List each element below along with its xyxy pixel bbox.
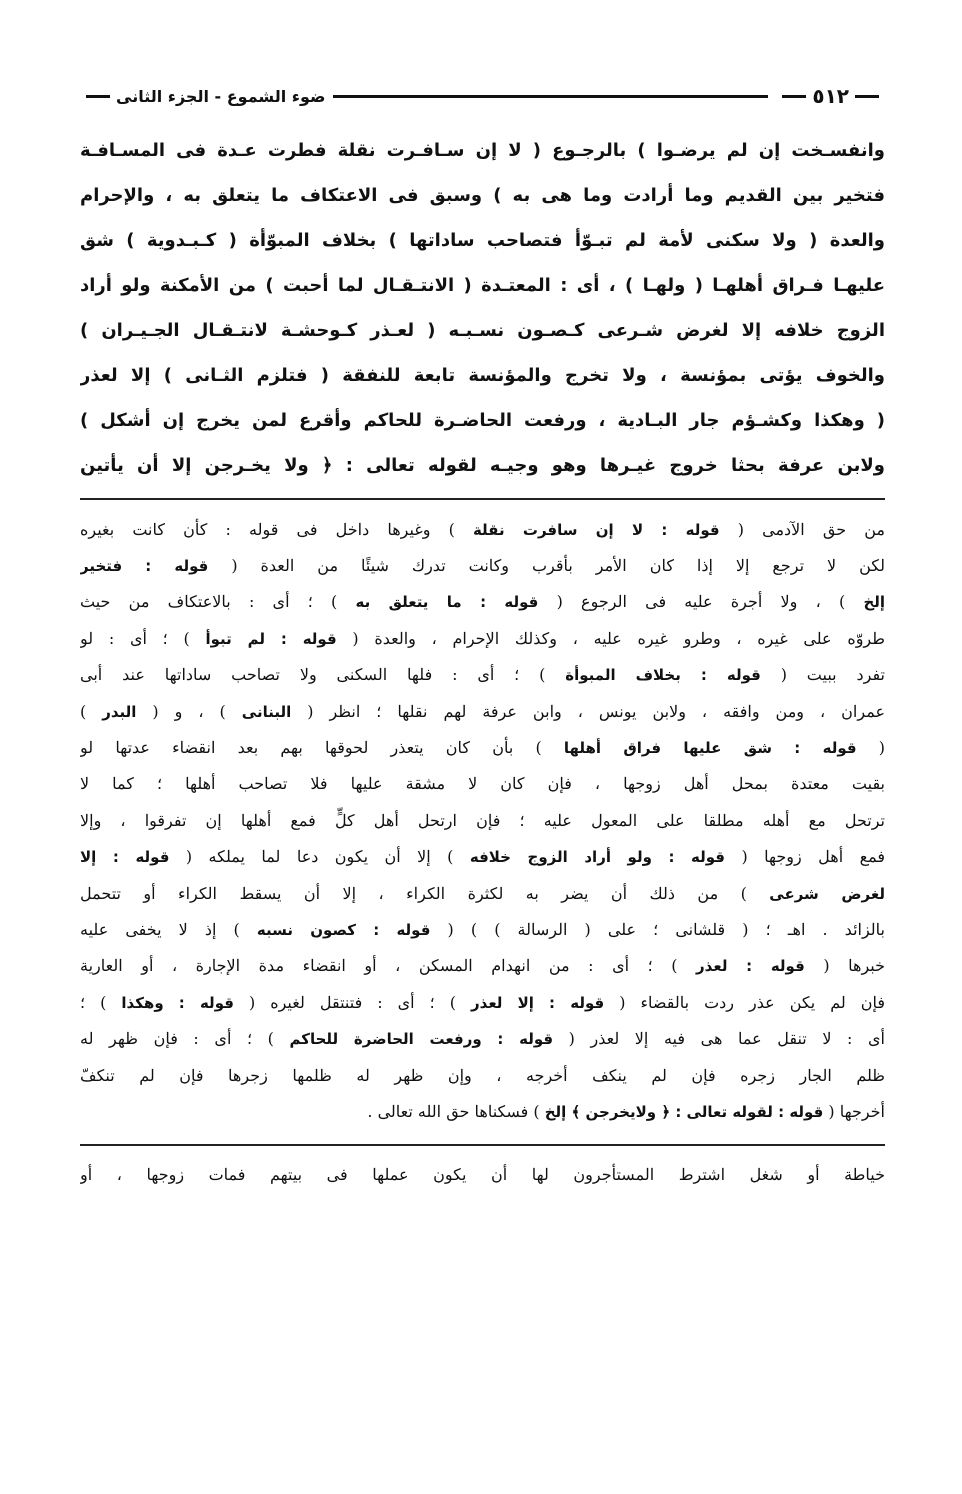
commentary-line bbox=[80, 1021, 885, 1057]
main-text bbox=[80, 128, 885, 488]
commentary-text: ) ؛ أى : لو bbox=[80, 628, 206, 648]
commentary-text: ) ؛ أى : فإن ظهر له bbox=[80, 1029, 290, 1049]
header-dash bbox=[782, 95, 806, 98]
commentary-line bbox=[80, 694, 885, 730]
commentary-line bbox=[80, 912, 885, 948]
commentary-bold-phrase: قوله : لم تبوأ bbox=[205, 629, 337, 648]
commentary-text: ) ، و ( bbox=[136, 701, 242, 721]
commentary-text: ) إلا أن يكون دعا لما يملكه ( bbox=[169, 847, 470, 867]
commentary-text: عمران ، ومن وافقه ، ولابن يونس ، وابن عرفة لهم نقلها ؛ انظر ( bbox=[291, 701, 885, 721]
footnote-line: خياطة أو شغل اشترط المستأجرون لها أن يكون عملها فى بيتهم فمات زوجها ، أو bbox=[80, 1164, 885, 1184]
commentary-line bbox=[80, 948, 885, 984]
commentary-bold-phrase: قوله : ما يتعلق به bbox=[355, 593, 539, 612]
commentary-text: ظلم الجار زجره فإن لم ينكف أخرجه ، وإن ظهر له ظلمها زجرها فإن لم تنكفّ bbox=[80, 1065, 885, 1085]
commentary-text: فإن لم يكن عذر ردت بالقضاء ( bbox=[604, 992, 885, 1012]
commentary-text: أخرجها ( bbox=[823, 1102, 885, 1121]
main-text-line: فتخير بين القديم وما أرادت وما هى به ) وسبق فى الاعتكاف ما يتعلق به ، والإحرام bbox=[80, 185, 885, 206]
commentary-line bbox=[80, 1058, 885, 1094]
footnote bbox=[80, 1160, 885, 1190]
commentary-bold-phrase: قوله : لعذر bbox=[696, 957, 805, 976]
main-text-line: عليهـا فـراق أهلهـا ( ولهـا ) ، أى : المعتـدة ( الانتـقـال لما أحبت ) من الأمكنة ولو أراد bbox=[80, 275, 885, 296]
commentary-line bbox=[80, 621, 885, 657]
commentary-text: ) فسكناها حق الله تعالى . bbox=[367, 1102, 545, 1121]
commentary-line bbox=[80, 512, 885, 548]
main-text-line: والخوف يؤتى بمؤنسة ، ولا تخرج والمؤنسة تابعة للنفقة ( فتلزم الثـانى ) إلا لعذر bbox=[80, 365, 885, 386]
main-text-line: الزوج خلافه إلا لغرض شـرعى كـصـون نسـبـه ( لعـذر كـوحشـة لانتـقـال الجـيـران ) bbox=[80, 320, 885, 341]
commentary-bold-phrase: قوله : وهكذا bbox=[121, 993, 234, 1012]
running-title: ضوء الشموع - الجزء الثانى bbox=[116, 86, 326, 106]
section-divider bbox=[80, 498, 885, 500]
commentary-line bbox=[80, 803, 885, 839]
commentary-line bbox=[80, 1094, 885, 1130]
commentary bbox=[80, 512, 885, 1131]
commentary-bold-phrase: قوله : لا إن سافرت نقلة bbox=[472, 520, 720, 539]
main-text-line: ولابن عرفة بحثا خروج غيـرها وهو وجيـه لقوله تعالى : ﴿ ولا يخـرجن إلا أن يأتين bbox=[80, 455, 885, 476]
commentary-text: ) وغيرها داخل فى قوله : كأن كانت بغيره bbox=[80, 519, 473, 539]
main-text-line: وانفسـخت إن لم يرضـوا ) بالرجـوع ( لا إن سـافـرت نقلة فطرت عـدة فى المسـافـة bbox=[80, 140, 885, 161]
commentary-text: ) ؛ أى : فلها السكنى ولا تصاحب ساداتها عند أبى bbox=[80, 665, 566, 685]
commentary-bold-phrase: قوله : ولو أراد الزوج خلافه bbox=[469, 848, 726, 867]
commentary-text: من حق الآدمى ( bbox=[719, 519, 885, 539]
commentary-bold-phrase: قوله : شق عليها فراق أهلها bbox=[563, 738, 857, 757]
commentary-text: تفرد ببيت ( bbox=[760, 665, 885, 685]
commentary-bold-phrase: إلخ bbox=[863, 593, 885, 612]
commentary-text: ) ؛ أى : فتنتقل لغيره ( bbox=[233, 992, 472, 1012]
commentary-text: بقيت معتدة بمحل أهل زوجها ، فإن كان لا مشقة عليها فلا تصاحب أهلها ؛ كما لا bbox=[80, 774, 885, 794]
commentary-text: ) بأن كان يتعذر لحوقها بهم بعد انقضاء عدتها لو bbox=[80, 737, 564, 757]
commentary-bold-phrase: قوله : فتخير bbox=[80, 556, 209, 575]
commentary-text: ترتحل مع أهله مطلقا على المعول عليه ؛ فإن ارتحل أهل كلٍّ فمع أهلها إن تفرقوا ، وإلا bbox=[80, 810, 885, 830]
commentary-text: ) إذ لا يخفى عليه bbox=[80, 919, 257, 939]
commentary-text: ) ؛ أى : بالاعتكاف من حيث bbox=[80, 592, 356, 612]
footnote-divider bbox=[80, 1144, 885, 1146]
commentary-line bbox=[80, 766, 885, 802]
main-text-line: والعدة ( ولا سكنى لأمة لم تبـوّأ فتصاحب ساداتها ) بخلاف المبوّأة ( كـبـدوية ) شق bbox=[80, 230, 885, 251]
commentary-bold-phrase: البنانى bbox=[241, 702, 292, 721]
commentary-text: لكن لا ترجع إلا إذا كان الأمر بأقرب وكانت تدرك شيئًا من العدة ( bbox=[208, 555, 885, 575]
commentary-text: طروّه على غيره ، وطرو غيره عليه ، وكذلك الإحرام ، والعدة ( bbox=[336, 628, 885, 648]
commentary-line bbox=[80, 657, 885, 693]
commentary-bold-phrase: قوله : إلا bbox=[80, 848, 170, 867]
commentary-text: ) ، ولا أجرة عليه فى الرجوع ( bbox=[538, 592, 864, 612]
commentary-bold-phrase: قوله : بخلاف المبوأة bbox=[565, 666, 761, 685]
commentary-bold-phrase: قوله : ورفعت الحاضرة للحاكم bbox=[289, 1030, 554, 1049]
commentary-text: ) ؛ bbox=[80, 992, 122, 1012]
commentary-line bbox=[80, 839, 885, 875]
commentary-text: ) ؛ أى : من انهدام المسكن ، أو انقضاء مدة الإجارة ، أو العارية bbox=[80, 956, 697, 976]
commentary-line bbox=[80, 584, 885, 620]
commentary-text: فمع أهل زوجها ( bbox=[725, 847, 885, 867]
commentary-text: ) من ذلك أن يضر به لكثرة الكراء ، إلا أن يسقط الكراء أو تتحمل bbox=[80, 883, 770, 903]
commentary-bold-phrase: قوله : لقوله تعالى : ﴿ ولايخرجن ﴾ إلخ bbox=[544, 1103, 824, 1121]
commentary-line bbox=[80, 548, 885, 584]
header-dash bbox=[855, 95, 879, 98]
commentary-text: خبرها ( bbox=[804, 956, 885, 976]
running-header bbox=[80, 70, 885, 122]
book-page bbox=[80, 70, 885, 1190]
page-number: ٥١٢ bbox=[812, 84, 849, 108]
commentary-bold-phrase: قوله : كصون نسبه bbox=[256, 920, 431, 939]
commentary-line bbox=[80, 876, 885, 912]
commentary-bold-phrase: البدر bbox=[102, 702, 137, 721]
main-text-line: ( وهكذا وكشـؤم جار البـادية ، ورفعت الحاضـرة للحاكم وأقرع لمن يخرج إن أشكل ) bbox=[80, 410, 885, 431]
commentary-text: ) bbox=[80, 701, 103, 721]
commentary-line bbox=[80, 985, 885, 1021]
commentary-text: ( bbox=[856, 737, 885, 757]
commentary-bold-phrase: لغرض شرعى bbox=[769, 884, 885, 903]
header-rule bbox=[333, 95, 768, 98]
header-dash bbox=[86, 95, 110, 98]
commentary-bold-phrase: قوله : إلا لعذر bbox=[471, 993, 605, 1012]
commentary-text: بالزائد . اهـ ؛ ( قلشانى ؛ على ( الرسالة ) ) ( bbox=[430, 919, 885, 939]
commentary-line bbox=[80, 730, 885, 766]
commentary-text: أى : لا تنقل عما هى فيه إلا لعذر ( bbox=[553, 1029, 885, 1049]
